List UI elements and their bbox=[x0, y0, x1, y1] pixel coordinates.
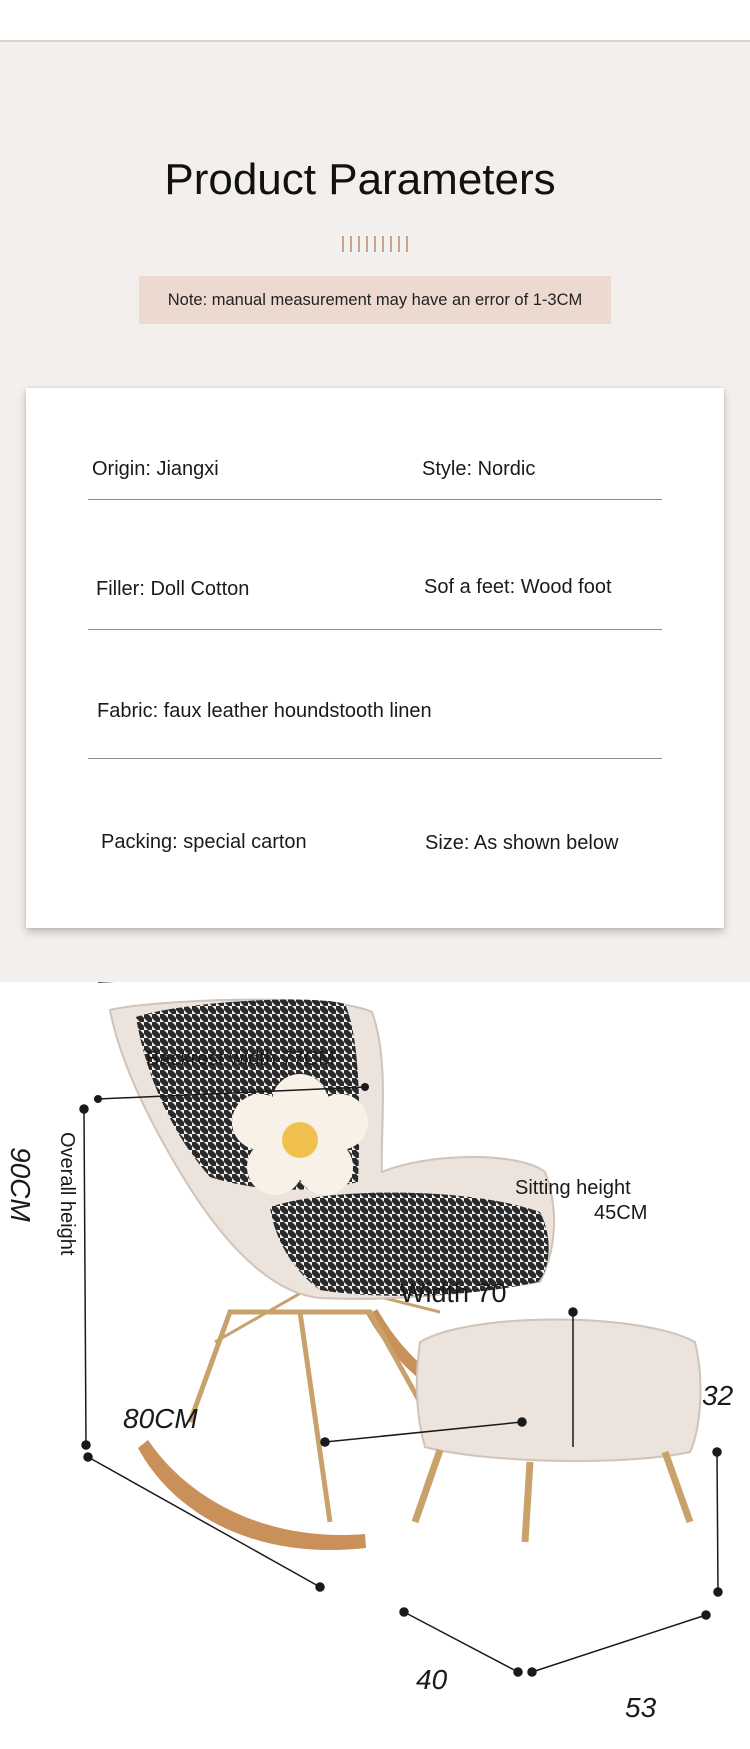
measurement-note: Note: manual measurement may have an error of 1-3CM bbox=[139, 276, 611, 324]
param-size: Size: As shown below bbox=[425, 832, 619, 854]
decorative-ticks bbox=[342, 236, 412, 254]
overall-height-label: Overall height bbox=[56, 1132, 78, 1256]
divider bbox=[88, 499, 662, 500]
dimension-diagram bbox=[0, 982, 750, 1749]
page-title: Product Parameters bbox=[164, 155, 556, 204]
stool-width-label: 53 bbox=[625, 1692, 657, 1723]
param-packing: Packing: special carton bbox=[101, 831, 307, 853]
sitting-height-value: 45CM bbox=[594, 1202, 648, 1224]
chair-illustration bbox=[0, 982, 750, 1749]
overall-height-value: 90CM bbox=[5, 1147, 36, 1222]
sitting-height-label: Sitting height bbox=[515, 1177, 631, 1199]
param-fabric: Fabric: faux leather houndstooth linen bbox=[97, 700, 432, 722]
param-filler: Filler: Doll Cotton bbox=[96, 578, 250, 600]
parameters-card bbox=[26, 388, 724, 928]
backrest-width-label: Backrest width 77CM bbox=[146, 1048, 335, 1070]
depth-label: 80CM bbox=[123, 1403, 198, 1434]
param-origin: Origin: Jiangxi bbox=[92, 458, 219, 480]
divider bbox=[88, 629, 662, 630]
divider bbox=[88, 758, 662, 759]
ottoman-leg bbox=[415, 1450, 440, 1522]
top-strip bbox=[0, 0, 750, 42]
stool-depth-label: 40 bbox=[416, 1664, 448, 1695]
ottoman bbox=[417, 1320, 701, 1462]
param-style: Style: Nordic bbox=[422, 458, 536, 480]
stool-height-label: 32 bbox=[702, 1380, 734, 1411]
rocker-wood-left bbox=[138, 1440, 366, 1550]
param-feet: Sof a feet: Wood foot bbox=[424, 576, 612, 598]
width-label: Width 70 bbox=[400, 1278, 507, 1308]
